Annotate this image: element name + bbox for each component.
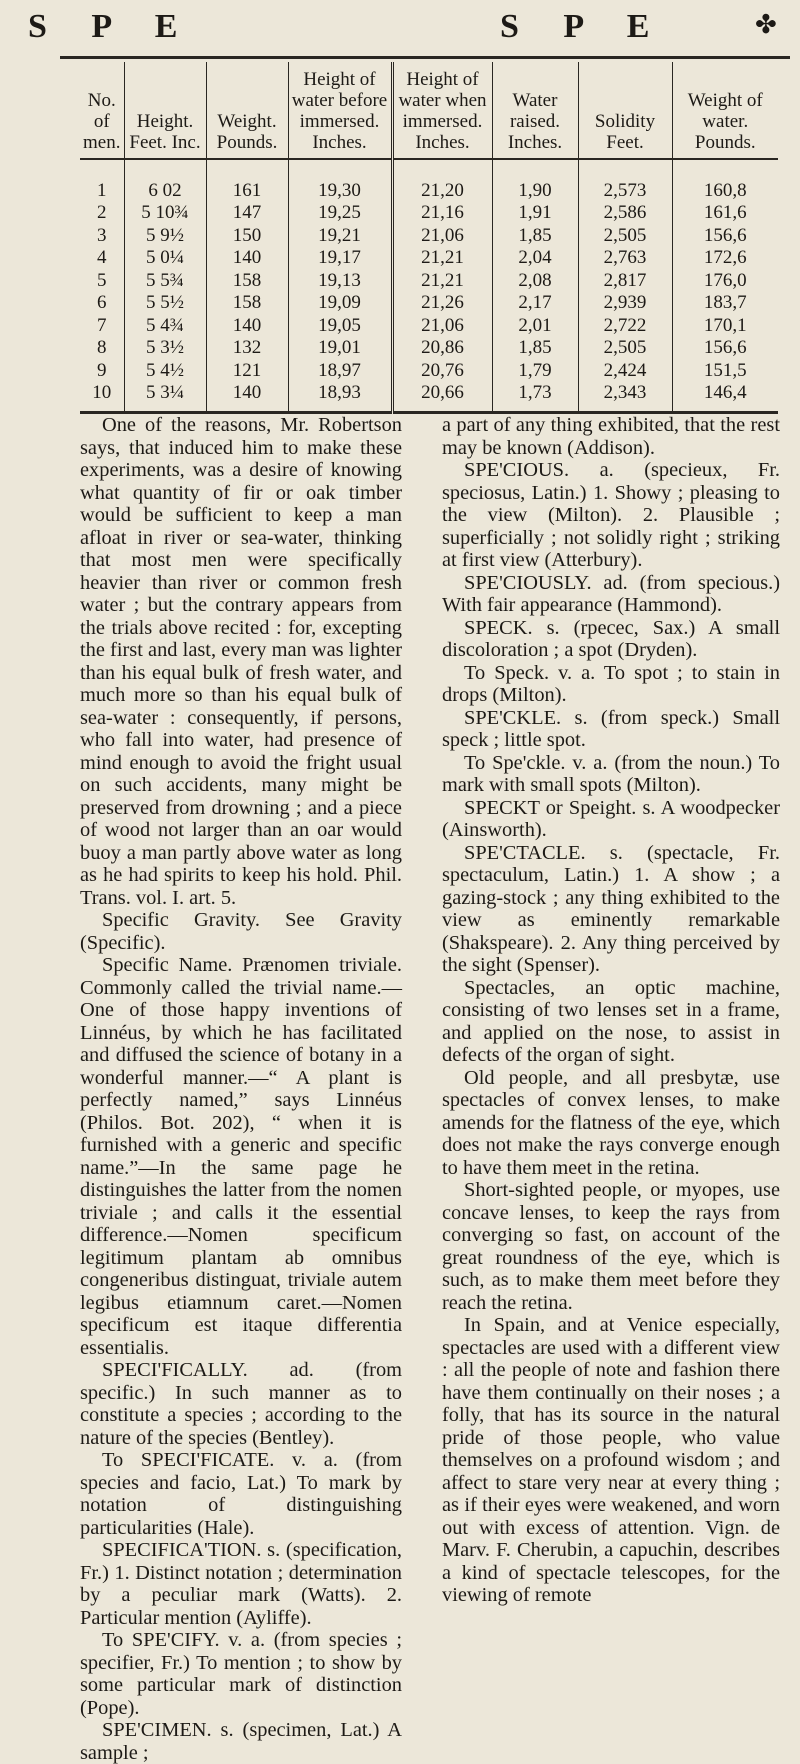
table-cell: 146,4 bbox=[672, 383, 778, 413]
table-header: Solidity Feet. bbox=[578, 62, 672, 159]
table-body bbox=[80, 159, 778, 413]
table-cell: 19,09 bbox=[288, 293, 392, 316]
table-header-row bbox=[80, 62, 778, 159]
table-cell: 19,17 bbox=[288, 248, 392, 271]
table-row bbox=[80, 338, 778, 361]
table-row bbox=[80, 315, 778, 338]
table-header: Height. Feet. Inc. bbox=[124, 62, 206, 159]
ornament: ✤ bbox=[755, 10, 777, 39]
table-cell: 20,66 bbox=[392, 383, 492, 413]
table-cell: 2 bbox=[80, 203, 124, 226]
table-cell: 176,0 bbox=[703, 269, 747, 291]
table-row bbox=[80, 293, 778, 316]
table-cell: 2,01 bbox=[492, 315, 578, 338]
table-cell: 1,85 bbox=[492, 225, 578, 248]
right-paragraph: Spectacles, an optic machine, consisting of two lenses set in a frame, and applied on the nose, to assist in defects of the organ of sight. bbox=[442, 976, 780, 1066]
table-cell: 21,16 bbox=[392, 203, 492, 226]
table-row bbox=[80, 159, 778, 203]
table-cell: 2,763 bbox=[578, 248, 672, 271]
table-row bbox=[80, 383, 778, 413]
page-header bbox=[0, 0, 800, 56]
table-cell: 2,424 bbox=[578, 360, 672, 383]
right-paragraph: To Spe'ckle. v. a. (from the noun.) To mark with small spots (Milton). bbox=[442, 751, 780, 796]
table-cell: 19,01 bbox=[288, 338, 392, 361]
table-cell: 1,90 bbox=[492, 159, 578, 203]
table-cell: 19,30 bbox=[288, 159, 392, 203]
left-paragraph: Specific Gravity. See Gravity (Specific). bbox=[80, 909, 402, 954]
left-paragraph: To SPE'CIFY. v. a. (from species ; specifier, Fr.) To mention ; to show by some particular mark of distinction (Pope). bbox=[80, 1629, 402, 1719]
left-text-column bbox=[80, 414, 402, 1764]
table-cell: 2,505 bbox=[578, 225, 672, 248]
left-paragraph: SPECIFICA'TION. s. (specification, Fr.) 1. Distinct notation ; determination by a peculiar mark (Watts). 2. Particular mention (Ayliffe). bbox=[80, 1539, 402, 1629]
table-cell: 5 9½ bbox=[124, 225, 206, 248]
table-cell: 3 bbox=[80, 225, 124, 248]
table-cell: 21,20 bbox=[392, 159, 492, 203]
table-cell: 158 bbox=[206, 270, 288, 293]
table-cell: 21,21 bbox=[392, 248, 492, 271]
table-cell: 5 3¼ bbox=[124, 383, 206, 413]
table-cell: 121 bbox=[206, 360, 288, 383]
table-cell: 19,25 bbox=[288, 203, 392, 226]
table-header: Weight of water. Pounds. bbox=[672, 62, 778, 159]
table-cell: 1,91 bbox=[492, 203, 578, 226]
table-cell: 7 bbox=[80, 315, 124, 338]
table-header: Height of water when immersed. Inches. bbox=[392, 62, 492, 159]
table-row bbox=[80, 225, 778, 248]
table-cell: 5 bbox=[80, 270, 124, 293]
table-cell: 132 bbox=[206, 338, 288, 361]
running-head-right: S P E bbox=[500, 8, 668, 45]
right-paragraph: Short-sighted people, or myopes, use concave lenses, to keep the rays from converging so fast, on account of the great roundness of the eye, which is such, as to make them meet before they reach the retina. bbox=[442, 1179, 780, 1314]
table-cell: 172,6 bbox=[703, 247, 747, 269]
experiment-table bbox=[80, 62, 778, 414]
table-cell: 1 bbox=[80, 159, 124, 203]
table-cell: 158 bbox=[206, 293, 288, 316]
table-cell: 5 0¼ bbox=[124, 248, 206, 271]
table-cell: 19,21 bbox=[288, 225, 392, 248]
table-row bbox=[80, 360, 778, 383]
table-cell: 5 5¾ bbox=[124, 270, 206, 293]
right-paragraph: a part of any thing exhibited, that the rest may be known (Addison). bbox=[442, 414, 780, 459]
table-cell: 21,21 bbox=[392, 270, 492, 293]
table-cell: 2,722 bbox=[578, 315, 672, 338]
table-cell: 5 10¾ bbox=[124, 203, 206, 226]
table-cell: 2,505 bbox=[578, 338, 672, 361]
table-row bbox=[80, 248, 778, 271]
table-cell: 21,26 bbox=[392, 293, 492, 316]
table-cell: 21,06 bbox=[392, 315, 492, 338]
table-cell: 161,6 bbox=[703, 202, 747, 224]
table-cell: 2,586 bbox=[578, 203, 672, 226]
right-paragraph: SPECK. s. (rpecec, Sax.) A small discoloration ; a spot (Dryden). bbox=[442, 616, 780, 661]
table-row bbox=[80, 203, 778, 226]
table-cell: 140 bbox=[206, 315, 288, 338]
table-cell: 10 bbox=[80, 383, 124, 413]
table-cell: 147 bbox=[206, 203, 288, 226]
table-cell: 1,79 bbox=[492, 360, 578, 383]
table-cell: 140 bbox=[206, 383, 288, 413]
table-cell: 1,85 bbox=[492, 338, 578, 361]
table-cell: 20,76 bbox=[392, 360, 492, 383]
table-cell: 161 bbox=[206, 159, 288, 203]
table-cell: 170,1 bbox=[703, 314, 747, 336]
table-cell: 183,7 bbox=[703, 292, 747, 314]
table-cell: 2,04 bbox=[492, 248, 578, 271]
table-cell: 1,73 bbox=[492, 383, 578, 413]
right-paragraph: In Spain, and at Venice especially, spectacles are used with a different view : all the people of note and fashion there have them continually on their noses ; a folly, that has its source in the natural pride of those people, who value themselves on a profound wisdom ; and affect to stare very near at every thing ; as if their eyes were weakened, and worn out with excess of attention. Vign. de Marv. F. Cherubin, a capuchin, describes a kind of spectacle telescopes, for the viewing of remote bbox=[442, 1314, 780, 1606]
table-cell: 5 5½ bbox=[124, 293, 206, 316]
table-cell: 18,93 bbox=[288, 383, 392, 413]
left-paragraph: One of the reasons, Mr. Robertson says, that induced him to make these experiments, was a desire of knowing what quantity of fir or oak timber would be sufficient to keep a man afloat in river or sea-water, thinking that most men were specifically heavier than river or common fresh water ; but the contrary appears from the trials above recited : for, excepting the first and last, every man was lighter than his equal bulk of fresh water, and much more so than his equal bulk of sea-water : consequently, if persons, who fall into water, had presence of mind enough to avoid the fright usual on such accidents, many might be preserved from drowning ; and a piece of wood not larger than an oar would buoy a man partly above water as long as he had spirits to keep his hold. Phil. Trans. vol. I. art. 5. bbox=[80, 414, 402, 909]
table-cell: 18,97 bbox=[288, 360, 392, 383]
table-header: Water raised. Inches. bbox=[492, 62, 578, 159]
table-cell: 21,06 bbox=[392, 225, 492, 248]
running-head-left: S P E bbox=[28, 8, 196, 45]
table-row bbox=[80, 270, 778, 293]
right-paragraph: SPE'CTACLE. s. (spectacle, Fr. spectaculum, Latin.) 1. A show ; a gazing-stock ; any thing exhibited to the view as eminently remarkable (Shakspeare). 2. Any thing perceived by the sight (Spenser). bbox=[442, 841, 780, 976]
left-paragraph: SPE'CIMEN. s. (specimen, Lat.) A sample ; bbox=[80, 1719, 402, 1764]
table-cell: 156,6 bbox=[703, 224, 747, 246]
table-cell: 2,343 bbox=[578, 383, 672, 413]
table-cell: 156,6 bbox=[703, 337, 747, 359]
table-cell: 6 bbox=[80, 293, 124, 316]
left-paragraph: SPECI'FICALLY. ad. (from specific.) In such manner as to constitute a species ; according to the nature of the species (Bentley). bbox=[80, 1359, 402, 1449]
right-paragraph: SPECKT or Speight. s. A woodpecker (Ainsworth). bbox=[442, 796, 780, 841]
table-cell: 140 bbox=[206, 248, 288, 271]
table-cell: 6 02 bbox=[124, 159, 206, 203]
table-cell: 160,8 bbox=[703, 179, 747, 201]
left-paragraph: To SPECI'FICATE. v. a. (from species and facio, Lat.) To mark by notation of distinguishing particularities (Hale). bbox=[80, 1449, 402, 1539]
table-header: Weight. Pounds. bbox=[206, 62, 288, 159]
table-cell: 5 4¾ bbox=[124, 315, 206, 338]
right-paragraph: Old people, and all presbytæ, use spectacles of convex lenses, to make amends for the flatness of the eye, which does not make the rays converge enough to have them meet in the retina. bbox=[442, 1066, 780, 1179]
table-cell: 5 4½ bbox=[124, 360, 206, 383]
right-paragraph: To Speck. v. a. To spot ; to stain in drops (Milton). bbox=[442, 661, 780, 706]
table-cell: 2,17 bbox=[492, 293, 578, 316]
table-cell: 8 bbox=[80, 338, 124, 361]
table-cell: 2,817 bbox=[578, 270, 672, 293]
table-cell: 4 bbox=[80, 248, 124, 271]
table-cell: 19,05 bbox=[288, 315, 392, 338]
table-cell: 20,86 bbox=[392, 338, 492, 361]
right-paragraph: SPE'CIOUS. a. (specieux, Fr. speciosus, Latin.) 1. Showy ; pleasing to the view (Milton). 2. Plausible ; superficially ; not solidly right ; striking at first view (Atterbury). bbox=[442, 459, 780, 571]
table-header: No. of men. bbox=[80, 62, 124, 159]
table-cell: 2,573 bbox=[578, 159, 672, 203]
right-paragraph: SPE'CIOUSLY. ad. (from specious.) With fair appearance (Hammond). bbox=[442, 571, 780, 616]
table-cell: 150 bbox=[206, 225, 288, 248]
table-header: Height of water before immersed. Inches. bbox=[288, 62, 392, 159]
table-cell: 5 3½ bbox=[124, 338, 206, 361]
table-cell: 151,5 bbox=[703, 359, 747, 381]
table-cell: 19,13 bbox=[288, 270, 392, 293]
left-paragraph: Specific Name. Prænomen triviale. Commonly called the trivial name.—One of those happy inventions of Linnéus, by which he has facilitated and diffused the science of botany in a wonderful manner.—“ A plant is perfectly named,” says Linnéus (Philos. Bot. 202), “ when it is furnished with a generic and specific name.”—In the same page he distinguishes the latter from the nomen triviale ; and calls it the essential difference.—Nomen specificum legitimum plantam ab omnibus congeneribus distinguat, triviale autem legibus etiamnum caret.—Nomen specificum est itaque differentia essentialis. bbox=[80, 954, 402, 1359]
table-cell: 2,939 bbox=[578, 293, 672, 316]
right-text-column bbox=[442, 414, 780, 1607]
table-cell: 9 bbox=[80, 360, 124, 383]
right-paragraph: SPE'CKLE. s. (from speck.) Small speck ; little spot. bbox=[442, 706, 780, 751]
table-cell: 2,08 bbox=[492, 270, 578, 293]
header-rule bbox=[60, 56, 790, 59]
